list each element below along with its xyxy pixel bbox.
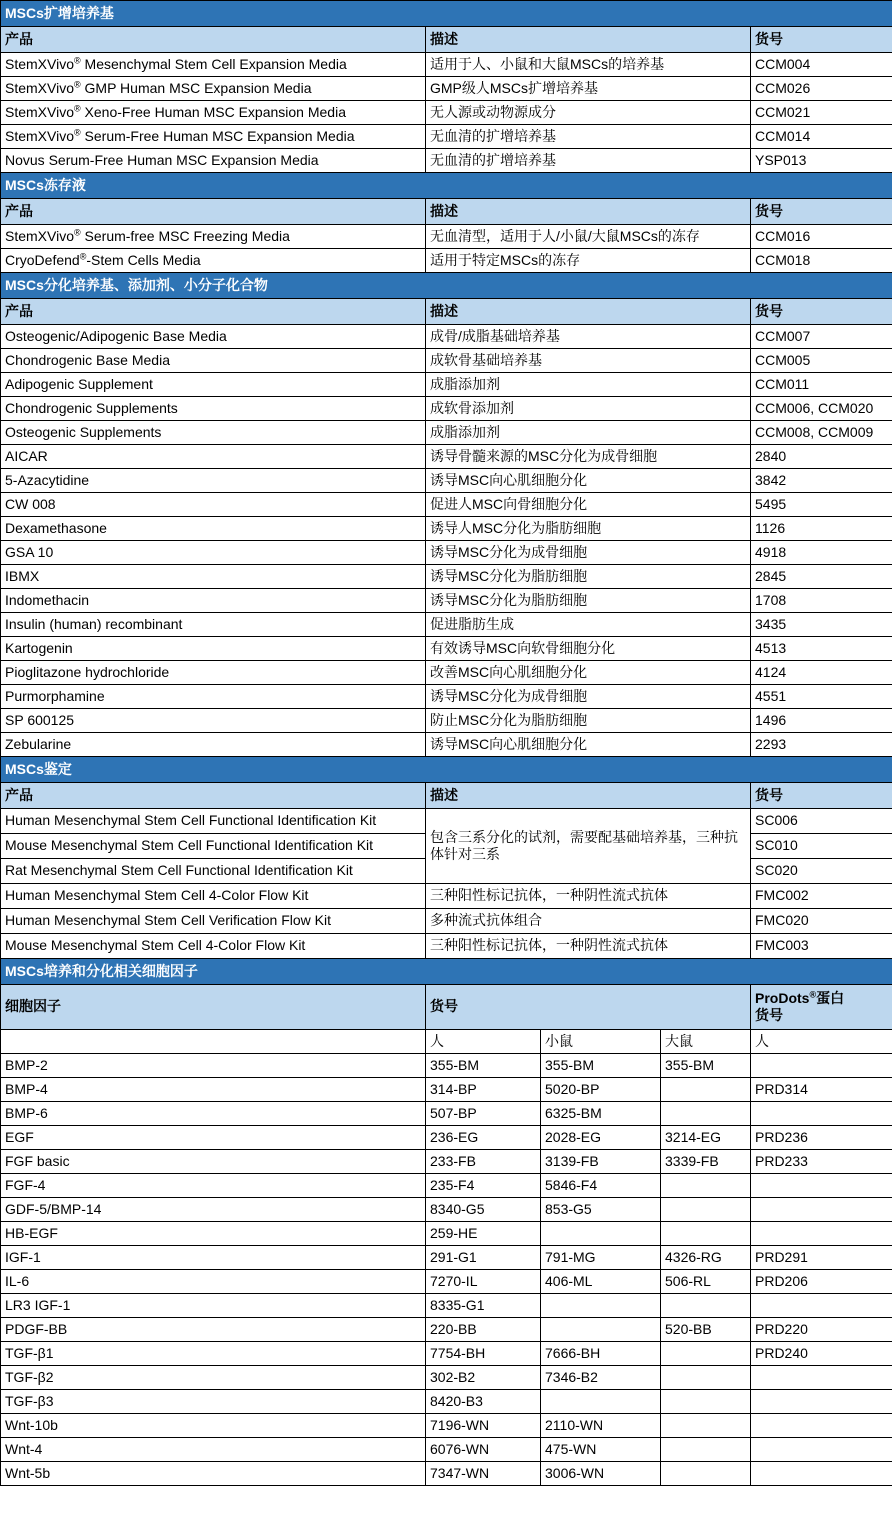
product-cell: CW 008	[1, 493, 426, 517]
description-cell: 无人源或动物源成分	[426, 101, 751, 125]
rat-catalog-cell: 4326-RG	[661, 1246, 751, 1270]
catalog-cell: 5495	[751, 493, 892, 517]
prodots-human-catalog-cell: PRD220	[751, 1318, 892, 1342]
product-cell: Mouse Mesenchymal Stem Cell Functional Identification Kit	[1, 834, 426, 859]
description-cell: 诱导MSC分化为成骨细胞	[426, 685, 751, 709]
product-cell: Osteogenic/Adipogenic Base Media	[1, 325, 426, 349]
product-cell: Zebularine	[1, 733, 426, 757]
prodots-human-catalog-cell: PRD233	[751, 1150, 892, 1174]
rat-catalog-cell: 3339-FB	[661, 1150, 751, 1174]
table-row	[1, 397, 892, 421]
mouse-catalog-cell: 6325-BM	[541, 1102, 661, 1126]
mouse-catalog-cell: 5846-F4	[541, 1174, 661, 1198]
column-header: 描述	[426, 299, 751, 325]
human-catalog-cell: 8335-G1	[426, 1294, 541, 1318]
prodots-human-catalog-cell: PRD291	[751, 1246, 892, 1270]
mouse-catalog-cell	[541, 1390, 661, 1414]
table-row	[1, 1102, 892, 1126]
human-catalog-cell: 314-BP	[426, 1078, 541, 1102]
prodots-human-catalog-cell: PRD240	[751, 1342, 892, 1366]
table-row	[1, 1462, 892, 1486]
subcolumn-header: 人	[426, 1030, 541, 1054]
product-cell: CryoDefend®-Stem Cells Media	[1, 249, 426, 273]
cytokine-cell: Wnt-4	[1, 1438, 426, 1462]
section-title: MSCs鉴定	[1, 757, 892, 783]
prodots-human-catalog-cell	[751, 1414, 892, 1438]
description-cell: 成骨/成脂基础培养基	[426, 325, 751, 349]
description-cell: 诱导MSC分化为脂肪细胞	[426, 565, 751, 589]
table-row	[1, 1366, 892, 1390]
prodots-human-catalog-cell: PRD314	[751, 1078, 892, 1102]
catalog-cell: CCM018	[751, 249, 892, 273]
column-header: 产品	[1, 27, 426, 53]
catalog-cell: CCM016	[751, 225, 892, 249]
description-cell: 无血清型，适用于人/小鼠/大鼠MSCs的冻存	[426, 225, 751, 249]
column-header: 描述	[426, 199, 751, 225]
subcolumn-header-row	[1, 1030, 892, 1054]
description-cell: 成软骨添加剂	[426, 397, 751, 421]
cytokine-cell: EGF	[1, 1126, 426, 1150]
product-cell: Kartogenin	[1, 637, 426, 661]
table-row	[1, 149, 892, 173]
table-row	[1, 685, 892, 709]
column-header: ProDots®蛋白 货号	[751, 985, 892, 1030]
product-cell: AICAR	[1, 445, 426, 469]
section-header-row	[1, 1, 892, 27]
product-cell: Chondrogenic Supplements	[1, 397, 426, 421]
mouse-catalog-cell: 3139-FB	[541, 1150, 661, 1174]
human-catalog-cell: 7270-IL	[426, 1270, 541, 1294]
mouse-catalog-cell: 791-MG	[541, 1246, 661, 1270]
section-title: MSCs培养和分化相关细胞因子	[1, 959, 892, 985]
rat-catalog-cell: 3214-EG	[661, 1126, 751, 1150]
table-row	[1, 53, 892, 77]
rat-catalog-cell	[661, 1390, 751, 1414]
description-cell: 促进脂肪生成	[426, 613, 751, 637]
description-cell: 三种阳性标记抗体，一种阴性流式抗体	[426, 934, 751, 959]
catalog-cell: FMC003	[751, 934, 892, 959]
description-cell: 诱导骨髓来源的MSC分化为成骨细胞	[426, 445, 751, 469]
human-catalog-cell: 291-G1	[426, 1246, 541, 1270]
cytokine-cell: Wnt-10b	[1, 1414, 426, 1438]
section-table-3	[0, 756, 892, 959]
catalog-cell: 4918	[751, 541, 892, 565]
human-catalog-cell: 507-BP	[426, 1102, 541, 1126]
catalog-cell: FMC002	[751, 884, 892, 909]
table-row	[1, 1126, 892, 1150]
human-catalog-cell: 8420-B3	[426, 1390, 541, 1414]
section-header-row	[1, 273, 892, 299]
description-cell: 成脂添加剂	[426, 421, 751, 445]
section-table-4	[0, 958, 892, 1486]
product-cell: Indomethacin	[1, 589, 426, 613]
description-cell: 成软骨基础培养基	[426, 349, 751, 373]
table-row	[1, 125, 892, 149]
prodots-human-catalog-cell	[751, 1462, 892, 1486]
cytokine-cell: LR3 IGF-1	[1, 1294, 426, 1318]
mouse-catalog-cell: 853-G5	[541, 1198, 661, 1222]
description-cell: 防止MSC分化为脂肪细胞	[426, 709, 751, 733]
prodots-human-catalog-cell: PRD236	[751, 1126, 892, 1150]
table-row	[1, 709, 892, 733]
mouse-catalog-cell: 7346-B2	[541, 1366, 661, 1390]
table-row	[1, 1174, 892, 1198]
description-cell: 适用于人、小鼠和大鼠MSCs的培养基	[426, 53, 751, 77]
table-row	[1, 1150, 892, 1174]
table-row	[1, 733, 892, 757]
product-cell: StemXVivo® Serum-free MSC Freezing Media	[1, 225, 426, 249]
table-row	[1, 589, 892, 613]
human-catalog-cell: 355-BM	[426, 1054, 541, 1078]
catalog-cell: 3435	[751, 613, 892, 637]
catalog-cell: 1496	[751, 709, 892, 733]
human-catalog-cell: 236-EG	[426, 1126, 541, 1150]
product-cell: Novus Serum-Free Human MSC Expansion Media	[1, 149, 426, 173]
human-catalog-cell: 6076-WN	[426, 1438, 541, 1462]
rat-catalog-cell: 520-BB	[661, 1318, 751, 1342]
catalog-cell: SC020	[751, 859, 892, 884]
table-row	[1, 1054, 892, 1078]
table-row	[1, 421, 892, 445]
description-cell: 诱导MSC分化为成骨细胞	[426, 541, 751, 565]
prodots-human-catalog-cell	[751, 1390, 892, 1414]
product-cell: Rat Mesenchymal Stem Cell Functional Identification Kit	[1, 859, 426, 884]
rat-catalog-cell	[661, 1294, 751, 1318]
column-header: 货号	[751, 783, 892, 809]
mouse-catalog-cell: 2028-EG	[541, 1126, 661, 1150]
product-cell: StemXVivo® Xeno-Free Human MSC Expansion Media	[1, 101, 426, 125]
table-row	[1, 517, 892, 541]
description-cell: 无血清的扩增培养基	[426, 149, 751, 173]
product-cell: Human Mesenchymal Stem Cell Verification Flow Kit	[1, 909, 426, 934]
product-cell: Osteogenic Supplements	[1, 421, 426, 445]
section-table-0	[0, 0, 892, 173]
table-row	[1, 1390, 892, 1414]
table-row	[1, 909, 892, 934]
section-title: MSCs冻存液	[1, 173, 892, 199]
rat-catalog-cell	[661, 1102, 751, 1126]
mouse-catalog-cell: 406-ML	[541, 1270, 661, 1294]
table-row	[1, 225, 892, 249]
rat-catalog-cell	[661, 1222, 751, 1246]
catalog-cell: 4551	[751, 685, 892, 709]
catalog-cell: SC006	[751, 809, 892, 834]
human-catalog-cell: 235-F4	[426, 1174, 541, 1198]
mouse-catalog-cell: 355-BM	[541, 1054, 661, 1078]
product-cell: StemXVivo® Mesenchymal Stem Cell Expansion Media	[1, 53, 426, 77]
mouse-catalog-cell	[541, 1222, 661, 1246]
column-header-row	[1, 27, 892, 53]
column-header: 产品	[1, 199, 426, 225]
human-catalog-cell: 7347-WN	[426, 1462, 541, 1486]
cytokine-cell: FGF-4	[1, 1174, 426, 1198]
catalog-cell: CCM006, CCM020	[751, 397, 892, 421]
prodots-human-catalog-cell	[751, 1174, 892, 1198]
table-row	[1, 373, 892, 397]
cytokine-cell: BMP-4	[1, 1078, 426, 1102]
prodots-human-catalog-cell	[751, 1366, 892, 1390]
human-catalog-cell: 259-HE	[426, 1222, 541, 1246]
catalog-cell: CCM014	[751, 125, 892, 149]
human-catalog-cell: 7196-WN	[426, 1414, 541, 1438]
catalog-cell: 1708	[751, 589, 892, 613]
product-cell: Human Mesenchymal Stem Cell 4-Color Flow Kit	[1, 884, 426, 909]
product-cell: GSA 10	[1, 541, 426, 565]
product-cell: Pioglitazone hydrochloride	[1, 661, 426, 685]
product-cell: Dexamethasone	[1, 517, 426, 541]
column-header: 产品	[1, 783, 426, 809]
column-header: 货号	[426, 985, 751, 1030]
table-row	[1, 325, 892, 349]
description-cell: 包含三系分化的试剂，需要配基础培养基，三种抗体针对三系	[426, 809, 751, 884]
catalog-cell: 4124	[751, 661, 892, 685]
product-cell: Human Mesenchymal Stem Cell Functional Identification Kit	[1, 809, 426, 834]
catalog-cell: 2840	[751, 445, 892, 469]
table-row	[1, 661, 892, 685]
rat-catalog-cell	[661, 1198, 751, 1222]
prodots-human-catalog-cell	[751, 1102, 892, 1126]
product-cell: 5-Azacytidine	[1, 469, 426, 493]
prodots-human-catalog-cell	[751, 1222, 892, 1246]
section-table-2	[0, 272, 892, 757]
section-title: MSCs分化培养基、添加剂、小分子化合物	[1, 273, 892, 299]
table-row	[1, 1078, 892, 1102]
table-row	[1, 101, 892, 125]
catalog-cell: CCM011	[751, 373, 892, 397]
prodots-human-catalog-cell	[751, 1198, 892, 1222]
description-cell: 有效诱导MSC向软骨细胞分化	[426, 637, 751, 661]
table-row	[1, 1414, 892, 1438]
column-header: 细胞因子	[1, 985, 426, 1030]
table-row	[1, 637, 892, 661]
description-cell: 诱导人MSC分化为脂肪细胞	[426, 517, 751, 541]
rat-catalog-cell: 506-RL	[661, 1270, 751, 1294]
section-table-1	[0, 172, 892, 273]
human-catalog-cell: 220-BB	[426, 1318, 541, 1342]
table-row	[1, 1438, 892, 1462]
table-row	[1, 77, 892, 101]
table-row	[1, 934, 892, 959]
prodots-human-catalog-cell	[751, 1054, 892, 1078]
column-header-row	[1, 199, 892, 225]
column-header-row	[1, 299, 892, 325]
table-row	[1, 541, 892, 565]
product-cell: Adipogenic Supplement	[1, 373, 426, 397]
rat-catalog-cell	[661, 1462, 751, 1486]
catalog-cell: 1126	[751, 517, 892, 541]
table-row	[1, 1342, 892, 1366]
column-header: 描述	[426, 783, 751, 809]
table-row	[1, 1222, 892, 1246]
catalog-cell: CCM005	[751, 349, 892, 373]
catalog-cell: FMC020	[751, 909, 892, 934]
table-row	[1, 1294, 892, 1318]
description-cell: 成脂添加剂	[426, 373, 751, 397]
table-row	[1, 1198, 892, 1222]
rat-catalog-cell	[661, 1366, 751, 1390]
mouse-catalog-cell: 3006-WN	[541, 1462, 661, 1486]
table-row	[1, 469, 892, 493]
table-row	[1, 249, 892, 273]
rat-catalog-cell	[661, 1078, 751, 1102]
column-header: 描述	[426, 27, 751, 53]
column-header: 产品	[1, 299, 426, 325]
catalog-cell: CCM007	[751, 325, 892, 349]
subcolumn-header: 小鼠	[541, 1030, 661, 1054]
catalog-cell: CCM026	[751, 77, 892, 101]
cytokine-cell: PDGF-BB	[1, 1318, 426, 1342]
column-header-row	[1, 783, 892, 809]
prodots-human-catalog-cell	[751, 1438, 892, 1462]
table-row	[1, 1270, 892, 1294]
description-cell: 诱导MSC向心肌细胞分化	[426, 733, 751, 757]
description-cell: 无血清的扩增培养基	[426, 125, 751, 149]
section-header-row	[1, 757, 892, 783]
section-title: MSCs扩增培养基	[1, 1, 892, 27]
product-cell: IBMX	[1, 565, 426, 589]
catalog-cell: CCM021	[751, 101, 892, 125]
table-row	[1, 349, 892, 373]
prodots-human-catalog-cell	[751, 1294, 892, 1318]
catalog-cell: SC010	[751, 834, 892, 859]
cytokine-cell: HB-EGF	[1, 1222, 426, 1246]
catalog-cell: CCM004	[751, 53, 892, 77]
subcolumn-header: 人	[751, 1030, 892, 1054]
cytokine-cell: IGF-1	[1, 1246, 426, 1270]
description-cell: 诱导MSC分化为脂肪细胞	[426, 589, 751, 613]
prodots-human-catalog-cell: PRD206	[751, 1270, 892, 1294]
column-header: 货号	[751, 27, 892, 53]
cytokine-cell: TGF-β1	[1, 1342, 426, 1366]
description-cell: 三种阳性标记抗体，一种阴性流式抗体	[426, 884, 751, 909]
column-header: 货号	[751, 199, 892, 225]
section-header-row	[1, 173, 892, 199]
subcolumn-header: 大鼠	[661, 1030, 751, 1054]
catalog-cell: 4513	[751, 637, 892, 661]
description-cell: 促进人MSC向骨细胞分化	[426, 493, 751, 517]
table-row	[1, 445, 892, 469]
cytokine-cell: GDF-5/BMP-14	[1, 1198, 426, 1222]
product-cell: Chondrogenic Base Media	[1, 349, 426, 373]
section-header-row	[1, 959, 892, 985]
subcolumn-header	[1, 1030, 426, 1054]
mouse-catalog-cell: 475-WN	[541, 1438, 661, 1462]
table-row	[1, 613, 892, 637]
cytokine-cell: Wnt-5b	[1, 1462, 426, 1486]
cytokine-cell: TGF-β3	[1, 1390, 426, 1414]
description-cell: GMP级人MSCs扩增培养基	[426, 77, 751, 101]
rat-catalog-cell	[661, 1414, 751, 1438]
cytokine-cell: BMP-2	[1, 1054, 426, 1078]
catalog-cell: YSP013	[751, 149, 892, 173]
column-header: 货号	[751, 299, 892, 325]
human-catalog-cell: 7754-BH	[426, 1342, 541, 1366]
cytokine-cell: TGF-β2	[1, 1366, 426, 1390]
mouse-catalog-cell	[541, 1318, 661, 1342]
table-row	[1, 884, 892, 909]
mouse-catalog-cell	[541, 1294, 661, 1318]
table-row	[1, 1318, 892, 1342]
catalog-cell: 2293	[751, 733, 892, 757]
product-cell: SP 600125	[1, 709, 426, 733]
mouse-catalog-cell: 2110-WN	[541, 1414, 661, 1438]
catalog-cell: 2845	[751, 565, 892, 589]
human-catalog-cell: 302-B2	[426, 1366, 541, 1390]
product-cell: StemXVivo® Serum-Free Human MSC Expansion Media	[1, 125, 426, 149]
description-cell: 多种流式抗体组合	[426, 909, 751, 934]
human-catalog-cell: 8340-G5	[426, 1198, 541, 1222]
table-row	[1, 565, 892, 589]
catalog-cell: CCM008, CCM009	[751, 421, 892, 445]
rat-catalog-cell	[661, 1438, 751, 1462]
table-row	[1, 809, 892, 834]
product-cell: Insulin (human) recombinant	[1, 613, 426, 637]
rat-catalog-cell: 355-BM	[661, 1054, 751, 1078]
column-header-row	[1, 985, 892, 1030]
human-catalog-cell: 233-FB	[426, 1150, 541, 1174]
product-cell: StemXVivo® GMP Human MSC Expansion Media	[1, 77, 426, 101]
table-row	[1, 1246, 892, 1270]
mouse-catalog-cell: 5020-BP	[541, 1078, 661, 1102]
description-cell: 适用于特定MSCs的冻存	[426, 249, 751, 273]
catalog-cell: 3842	[751, 469, 892, 493]
description-cell: 诱导MSC向心肌细胞分化	[426, 469, 751, 493]
description-cell: 改善MSC向心肌细胞分化	[426, 661, 751, 685]
mouse-catalog-cell: 7666-BH	[541, 1342, 661, 1366]
rat-catalog-cell	[661, 1342, 751, 1366]
product-cell: Mouse Mesenchymal Stem Cell 4-Color Flow Kit	[1, 934, 426, 959]
cytokine-cell: IL-6	[1, 1270, 426, 1294]
product-cell: Purmorphamine	[1, 685, 426, 709]
cytokine-cell: FGF basic	[1, 1150, 426, 1174]
table-row	[1, 493, 892, 517]
rat-catalog-cell	[661, 1174, 751, 1198]
cytokine-cell: BMP-6	[1, 1102, 426, 1126]
